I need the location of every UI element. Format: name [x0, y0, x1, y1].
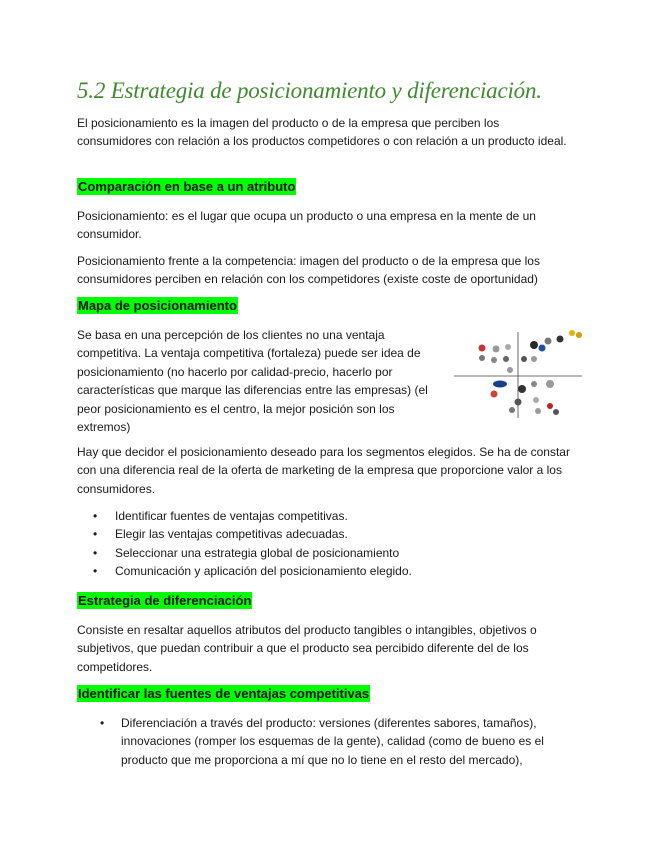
section3-p1: Consiste en resaltar aquellos atributos del producto tangibles o intangibles, objetivos o subjetivos, que puedan contribuir a que el producto sea percibido diferente del de los competidores. — [77, 623, 537, 674]
brand-logo — [545, 338, 552, 345]
list-item: • Diferenciación a través del producto: versiones (diferentes sabores, tamaños), innovaciones (romper los esquemas de la gente), calidad (como de bueno es el producto que me proporciona a mí que no lo tiene en el resto del mercado), — [77, 714, 572, 769]
brand-logo — [479, 345, 486, 352]
brand-logo — [530, 341, 538, 349]
section1-heading: Comparación en base a un atributo — [78, 179, 296, 194]
brand-logo — [553, 409, 559, 415]
section2-p2: Hay que decidor el posicionamiento deseado para los segmentos elegidos. Se ha de constar con una diferencia real de la oferta de marketing de la empresa que proporcione valor a los consumidores. — [77, 445, 570, 496]
list-item: • Identificar fuentes de ventajas competitivas. — [77, 507, 572, 525]
list-item: • Comunicación y aplicación del posicionamiento elegido. — [77, 562, 572, 580]
section2-p1: Se basa en una percepción de los clientes no una ventaja competitiva. La ventaja competitiva (fortaleza) puede ser idea de posicionamiento (no hacerlo por calidad-precio, hacerlo por características que marque las diferencias entre las empresas) (el peor posicionamiento es el centro, la mejor posición son los extremos) — [77, 328, 428, 435]
intro-paragraph: El posicionamiento es la imagen del producto o de la empresa que perciben los consumidores con relación a los productos competidores o con relación a un producto ideal. — [77, 116, 567, 149]
brand-logo — [507, 367, 513, 373]
brand-logo — [531, 356, 537, 362]
brand-logo — [509, 407, 515, 413]
brand-logo — [491, 391, 498, 398]
section4-heading: Identificar las fuentes de ventajas competitivas — [78, 686, 370, 701]
brand-logo — [533, 397, 539, 403]
brand-logo — [547, 403, 553, 409]
section1-p2: Posicionamiento frente a la competencia: imagen del producto o de la empresa que los consumidores perciben en relación con los competidores (existe coste de oportunidad) — [77, 254, 540, 287]
section2-heading: Mapa de posicionamiento — [78, 298, 237, 313]
section4-bullets — [77, 714, 572, 769]
brand-logo — [503, 356, 509, 362]
brand-logo — [493, 381, 507, 388]
brand-logo — [491, 357, 497, 363]
brand-logo — [531, 381, 537, 387]
section1-p1: Posicionamiento: es el lugar que ocupa un producto o una empresa en la mente de un consumidor. — [77, 209, 536, 242]
brand-logo — [518, 385, 526, 393]
brand-logo — [569, 330, 575, 336]
brand-logo — [505, 344, 511, 350]
section2-bullets — [77, 507, 572, 581]
brand-logo — [539, 345, 546, 352]
brand-logo — [479, 355, 485, 361]
brand-logo — [557, 336, 564, 343]
brand-logo — [546, 380, 554, 388]
list-item: • Elegir las ventajas competitivas adecuadas. — [77, 525, 572, 543]
list-item: • Seleccionar una estrategia global de posicionamiento — [77, 544, 572, 562]
brand-logo — [515, 399, 522, 406]
brand-logo — [535, 408, 541, 414]
section3-heading: Estrategia de diferenciación — [78, 593, 252, 608]
brand-logo — [576, 332, 582, 338]
brand-logo — [521, 356, 527, 362]
page-title: 5.2 Estrategia de posicionamiento y diferenciación. — [77, 78, 542, 103]
positioning-map-image — [452, 326, 584, 423]
brand-logo — [493, 346, 500, 353]
